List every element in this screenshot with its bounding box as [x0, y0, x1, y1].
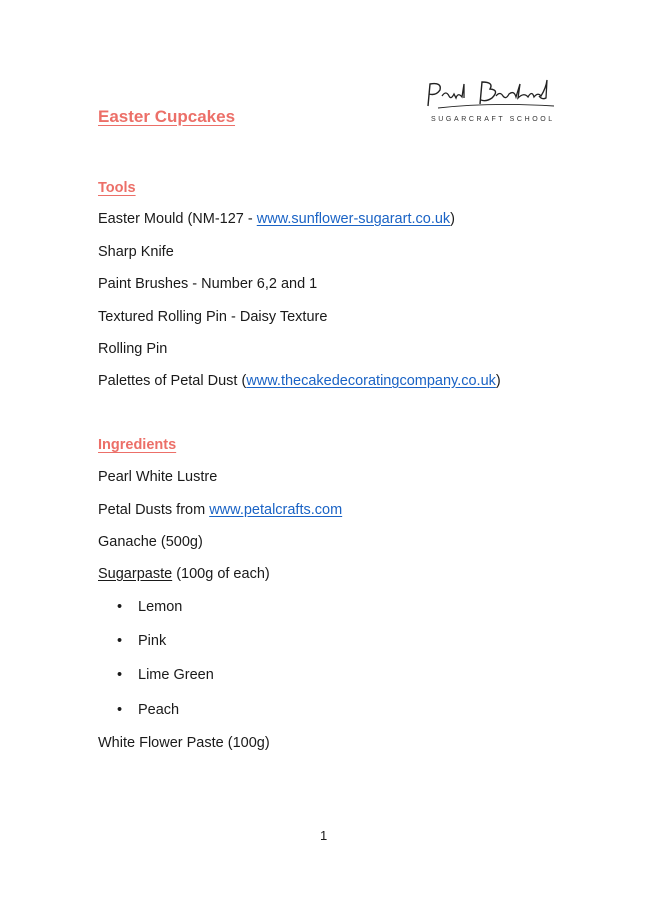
- tool-item-text: ): [495, 373, 501, 389]
- colour-label: Peach: [138, 702, 180, 718]
- tool-item: Sharp Knife: [98, 244, 174, 260]
- ingredient-item-text: Petal Dusts from: [98, 502, 210, 518]
- tools-heading: Tools: [98, 180, 136, 196]
- bullet-icon: •: [117, 599, 123, 615]
- ingredient-item: [98, 566, 270, 582]
- ingredient-item-text: (100g of each): [172, 566, 270, 582]
- bullet-icon: •: [117, 702, 123, 718]
- tool-item: [98, 211, 455, 227]
- tool-item-text: Easter Mould (NM-127 -: [98, 211, 257, 227]
- sugarpaste-colour-item: [117, 702, 179, 718]
- cake-decorating-company-link[interactable]: www.thecakedecoratingcompany.co.uk: [246, 373, 496, 389]
- page-number: 1: [320, 828, 328, 843]
- tool-item: Paint Brushes - Number 6,2 and 1: [98, 276, 318, 292]
- colour-label: Lemon: [138, 599, 183, 615]
- colour-label: Pink: [138, 633, 167, 649]
- sugarpaste-colour-item: [117, 667, 214, 683]
- tool-item-text: ): [450, 211, 456, 227]
- logo-subtitle: SUGARCRAFT SCHOOL: [431, 116, 555, 123]
- sugarpaste-colour-item: [117, 599, 182, 615]
- tool-item: Textured Rolling Pin - Daisy Texture: [98, 309, 328, 325]
- petalcrafts-link[interactable]: www.petalcrafts.com: [209, 502, 343, 518]
- sugarpaste-label: Sugarpaste: [98, 566, 173, 582]
- page-title: Easter Cupcakes: [98, 107, 236, 126]
- bullet-icon: •: [117, 633, 123, 649]
- bullet-icon: •: [117, 667, 123, 683]
- ingredient-item: Pearl White Lustre: [98, 469, 218, 485]
- sunflower-sugarart-link[interactable]: www.sunflower-sugarart.co.uk: [256, 211, 451, 227]
- ingredient-item: Ganache (500g): [98, 534, 203, 550]
- tool-item: [98, 373, 501, 389]
- sugarpaste-colour-item: [117, 633, 166, 649]
- ingredients-heading: Ingredients: [98, 437, 177, 453]
- colour-label: Lime Green: [138, 667, 214, 683]
- ingredient-item: White Flower Paste (100g): [98, 735, 270, 751]
- tool-item-text: Palettes of Petal Dust (: [98, 373, 247, 389]
- ingredient-item: [98, 502, 342, 518]
- tool-item: Rolling Pin: [98, 341, 168, 357]
